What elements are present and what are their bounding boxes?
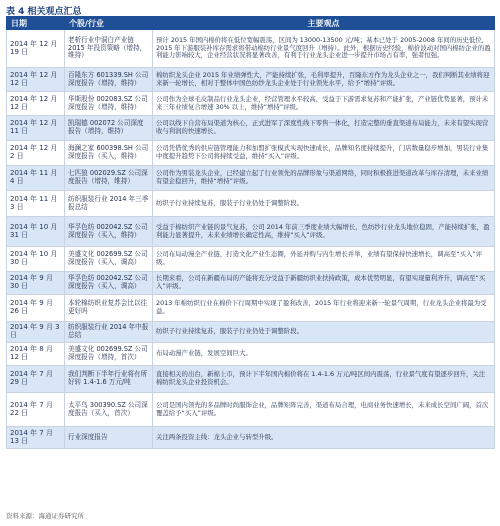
cell-date: 2014 年 12 月 19 日 bbox=[7, 30, 65, 68]
cell-subject: 华孚色纺 002042.SZ 公司深度报告（买入，维持） bbox=[65, 217, 153, 247]
cell-date: 2014 年 12 月 2 日 bbox=[7, 141, 65, 166]
cell-view: 公司作为全球毛皮制品行业龙头企业，经营管理水平较高，受益于下游需求复苏和产能扩张，产业链优势显著，预计未来三年业绩复合增速 30% 以上，维持“增持”评级。 bbox=[153, 92, 495, 116]
cell-date: 2014 年 11 月 4 日 bbox=[7, 166, 65, 191]
cell-subject: 七匹狼 002029.SZ 公司深度报告（增持，维持） bbox=[65, 166, 153, 191]
table-row bbox=[7, 272, 495, 295]
table-header-row bbox=[7, 17, 495, 30]
cell-view: 纺织子行业持续复苏，服装子行业仍处于调整阶段。 bbox=[153, 322, 495, 343]
table-row bbox=[7, 427, 495, 449]
table-row bbox=[7, 141, 495, 166]
cell-view: 受益于棉纺织产业链的景气复苏，公司 2014 年前三季度业绩大幅增长，色纺纱行业龙头地位稳固，产能持续扩张，盈利能力显著提升，未来业绩增长确定性高，维持“买入”评级。 bbox=[153, 217, 495, 247]
cell-date: 2014 年 10 月 30 日 bbox=[7, 247, 65, 272]
table-row bbox=[7, 116, 495, 141]
cell-date: 2014 年 10 月 31 日 bbox=[7, 217, 65, 247]
table-row bbox=[7, 366, 495, 393]
cell-view: 关注两条投资主线：龙头企业与转型升级。 bbox=[153, 427, 495, 449]
cell-view: 公司凭借优秀的供应链管理能力和加盟扩张模式实现快速成长，品牌知名度持续提升，门店数量稳步增加，男装行业集中度提升趋势下公司将持续受益，维持“买入”评级。 bbox=[153, 141, 495, 166]
cell-date: 2014 年 9 月 26 日 bbox=[7, 295, 65, 322]
table-row bbox=[7, 343, 495, 366]
cell-date: 2014 年 7 月 22 日 bbox=[7, 393, 65, 427]
cell-date: 2014 年 7 月 13 日 bbox=[7, 427, 65, 449]
cell-subject: 老析行业中洞白产业链 2015 年投资策略（增持，维持） bbox=[65, 30, 153, 68]
cell-date: 2014 年 7 月 29 日 bbox=[7, 366, 65, 393]
table-row bbox=[7, 217, 495, 247]
source-note: 资料来源：海通证券研究所 bbox=[6, 512, 84, 520]
cell-view: 公司以线下自营布局渠道为核心，正式进军了深度性线下零售一体化，打造完整的垂直渠道布局能力，未来有望实现营收与利润的快速增长。 bbox=[153, 116, 495, 141]
cell-subject: 美盛文化 002699.SZ 公司深度报告（增持，首次） bbox=[65, 343, 153, 366]
cell-view: 公司作为男装龙头企业，已经建立起了行业领先的品牌形象与渠道网络，同时积极推进渠道改革与库存清理，未来业绩有望企稳回升，维持“增持”评级。 bbox=[153, 166, 495, 191]
cell-subject: 美盛文化 002699.SZ 公司深度报告（买入，调高） bbox=[65, 247, 153, 272]
cell-subject: 华斯股份 002083.SZ 公司深度报告（增持，维持） bbox=[65, 92, 153, 116]
cell-date: 2014 年 9 月 30 日 bbox=[7, 272, 65, 295]
cell-view: 棉纺织龙头企业 2015 年业绩弹性大，产能持续扩张，毛利率提升，百隆东方作为龙头企业之一，我们判断其业绩将迎来新一轮增长，相对于整体中国色纺纱龙头企业处于行业领先水平，给予“增持”评级。 bbox=[153, 68, 495, 92]
cell-subject: 太平鸟 300390.SZ 公司深度报告（买入，首次） bbox=[65, 393, 153, 427]
cell-view: 长期来看，公司在新疆布局的产能将充分受益于新疆纺织业扶持政策，成本优势明显，有望实现量利齐升，调高至“买入”评级。 bbox=[153, 272, 495, 295]
table-row bbox=[7, 68, 495, 92]
cell-view: 直接相关的出台，新棉上市，预计下半年国内棉价将在 1.4-1.6 万元/吨区间内震荡，行业景气度有望逐步回升，关注棉纺织龙头企业投资机会。 bbox=[153, 366, 495, 393]
table-row bbox=[7, 166, 495, 191]
header-view: 主要观点 bbox=[153, 17, 495, 30]
cell-subject: 海澜之家 600398.SH 公司深度报告（买入，维持） bbox=[65, 141, 153, 166]
cell-subject: 本轮棉纺织业复苏会比以往更好吗 bbox=[65, 295, 153, 322]
cell-view: 公司是国内领先的多品牌时尚服饰企业，品牌矩阵完善，渠道布局合理，电商业务快速增长，未来成长空间广阔，首次覆盖给予“买入”评级。 bbox=[153, 393, 495, 427]
table-row bbox=[7, 92, 495, 116]
table-row bbox=[7, 393, 495, 427]
cell-date: 2014 年 11 月 3 日 bbox=[7, 191, 65, 217]
cell-view: 布局动漫产业链，发展空间巨大。 bbox=[153, 343, 495, 366]
cell-date: 2014 年 12 月 11 日 bbox=[7, 116, 65, 141]
cell-date: 2014 年 9 月 3 日 bbox=[7, 322, 65, 343]
table-row bbox=[7, 30, 495, 68]
cell-subject: 百隆东方 601339.SH 公司深度报告（增持，维持） bbox=[65, 68, 153, 92]
table-body bbox=[7, 30, 495, 449]
table-row bbox=[7, 191, 495, 217]
cell-subject: 纺织服装行业 2014 年三季报总结 bbox=[65, 191, 153, 217]
cell-date: 2014 年 8 月 12 日 bbox=[7, 343, 65, 366]
header-date: 日期 bbox=[7, 17, 65, 30]
table-row bbox=[7, 322, 495, 343]
table-row bbox=[7, 247, 495, 272]
cell-subject: 行业深度报告 bbox=[65, 427, 153, 449]
header-subject: 个股/行业 bbox=[65, 17, 153, 30]
cell-view: 预计 2015 年国内棉价将在低位宽幅震荡，区间为 13000-13500 元/吨；基本已处于 2005-2008 年间的历史低位，2015 年下游服装补库存需求将带动棉纺行业景气度回升（增持）。此外，根据历史经验，棉价波动对国内棉纺企业的盈利能力影响较大，企业经营状况将显著改善，有利于行业龙头企业进一步提升市场占有率，强者恒强。 bbox=[153, 30, 495, 68]
cell-view: 2013 年棉纺织行业在棉价下行周期中实现了盈利改善，2015 年行业将迎来新一轮景气周期，行业龙头企业将最为受益。 bbox=[153, 295, 495, 322]
cell-subject: 我们判断下半年行业将有所好转 1.4-1.6 万元/吨 bbox=[65, 366, 153, 393]
cell-date: 2014 年 12 月 12 日 bbox=[7, 92, 65, 116]
views-table bbox=[6, 16, 495, 449]
cell-subject: 凯瑞德 002072 公司深度报告（增持，维持） bbox=[65, 116, 153, 141]
cell-view: 纺织子行业持续复苏，服装子行业仍处于调整阶段。 bbox=[153, 191, 495, 217]
cell-view: 公司布局动漫全产业链，打造文化产业生态圈，外延并购与内生增长并举，业绩有望保持快速增长，调高至“买入”评级。 bbox=[153, 247, 495, 272]
cell-subject: 华孚色纺 002042.SZ 公司深度报告（买入，调高） bbox=[65, 272, 153, 295]
cell-date: 2014 年 12 月 12 日 bbox=[7, 68, 65, 92]
table-caption: 表 4 相关观点汇总 bbox=[6, 7, 82, 17]
table-row bbox=[7, 295, 495, 322]
cell-subject: 纺织服装行业 2014 年中报总结 bbox=[65, 322, 153, 343]
